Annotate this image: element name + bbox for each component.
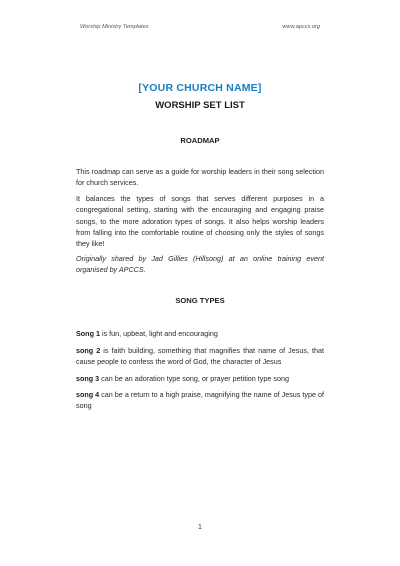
song-type-label: song 4	[76, 390, 100, 399]
song-type-description: can be an adoration type song, or prayer petition type song	[99, 374, 289, 383]
page-number: 1	[198, 524, 202, 531]
roadmap-credit: Originally shared by Jad Gillies (Hillsong) at an online training event organised by APCCS.	[76, 254, 324, 275]
song-type-item	[76, 373, 324, 384]
song-type-description: is fun, upbeat, light and encouraging	[99, 329, 218, 338]
header-left-text: Worship Ministry Templates	[80, 24, 149, 30]
song-type-item	[76, 328, 324, 339]
song-type-item	[76, 389, 324, 412]
song-type-item	[76, 345, 324, 368]
song-type-description: is faith building, something that magnifies that name of Jesus, that cause people to confess the word of God, the character of Jesus	[76, 346, 325, 367]
song-types-heading: SONG TYPES	[175, 296, 225, 305]
roadmap-heading: ROADMAP	[180, 136, 220, 145]
document-title: WORSHIP SET LIST	[155, 100, 245, 111]
song-type-label: song 3	[76, 374, 100, 383]
song-type-label: song 2	[76, 346, 101, 355]
song-type-description: can be a return to a high praise, magnifying the name of Jesus type of song	[76, 390, 324, 411]
roadmap-paragraph-2: It balances the types of songs that serves different purposes in a congregational setting, starting with the encouraging and engaging praise songs, to the more adoration types of songs. It also helps worship leaders from falling into the comfortable routine of choosing only the styles of songs they like!	[76, 194, 324, 249]
header-right-text: www.apccs.org	[282, 24, 320, 30]
church-name: [YOUR CHURCH NAME]	[138, 82, 262, 94]
roadmap-paragraph-1: This roadmap can serve as a guide for worship leaders in their song selection for church services.	[76, 167, 324, 188]
song-type-label: Song 1	[76, 329, 100, 338]
